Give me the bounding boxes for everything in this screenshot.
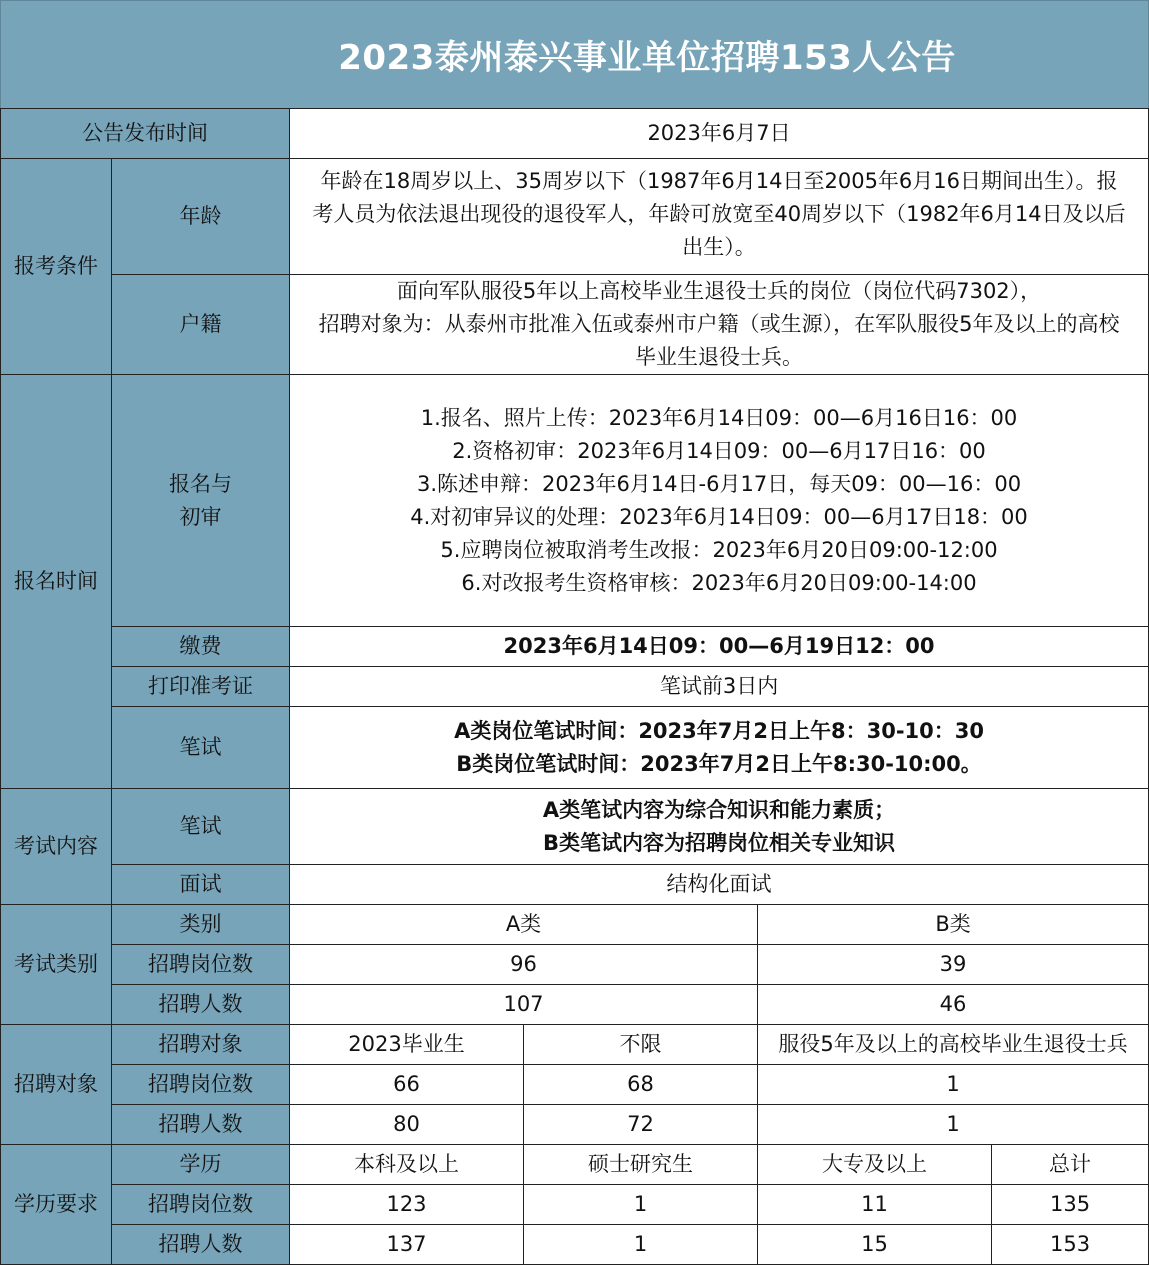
announcement-table	[0, 108, 1149, 1265]
announce-label: 公告发布时间	[1, 109, 290, 159]
age-row	[1, 159, 1149, 275]
written-content-line: B类笔试内容为招聘岗位相关专业知识	[543, 830, 896, 855]
target-cell: 72	[524, 1105, 758, 1145]
registration-label-line: 初审	[179, 504, 222, 529]
education-row-label: 招聘人数	[112, 1225, 290, 1265]
exam-time-line: B类岗位笔试时间：2023年7月2日上午8:30-10:00。	[456, 751, 982, 776]
target-row-label: 招聘人数	[112, 1105, 290, 1145]
education-cell: 硕士研究生	[524, 1145, 758, 1185]
written-content-row	[1, 789, 1149, 865]
target-cell: 1	[758, 1105, 1149, 1145]
written-content-line: A类笔试内容为综合知识和能力素质；	[542, 797, 896, 822]
education-cell: 总计	[992, 1145, 1149, 1185]
section-category: 考试类别	[1, 905, 112, 1025]
category-row-label: 招聘岗位数	[112, 945, 290, 985]
category-cell: 46	[758, 985, 1149, 1025]
age-line: 考人员为依法退出现役的退役军人，年龄可放宽至40周岁以下（1982年6月14日及以后	[312, 202, 1126, 226]
schedule-line: 1.报名、照片上传：2023年6月14日09：00—6月16日16：00	[420, 405, 1018, 430]
fee-row	[1, 627, 1149, 667]
education-cell: 153	[992, 1225, 1149, 1265]
age-label: 年龄	[112, 159, 290, 275]
written-content-value	[290, 789, 1149, 865]
category-row-label: 招聘人数	[112, 985, 290, 1025]
exam-time-line: A类岗位笔试时间：2023年7月2日上午8：30-10：30	[454, 718, 984, 743]
target-cell: 2023毕业生	[290, 1025, 524, 1065]
target-cell: 68	[524, 1065, 758, 1105]
category-row	[1, 945, 1149, 985]
education-cell: 137	[290, 1225, 524, 1265]
schedule-line: 4.对初审异议的处理：2023年6月14日09：00—6月17日18：00	[410, 504, 1028, 529]
schedule-line: 6.对改报考生资格审核：2023年6月20日09:00-14:00	[461, 570, 977, 595]
target-cell: 服役5年及以上的高校毕业生退役士兵	[758, 1025, 1149, 1065]
education-cell: 11	[758, 1185, 992, 1225]
category-row	[1, 985, 1149, 1025]
target-row	[1, 1105, 1149, 1145]
registration-row	[1, 375, 1149, 627]
age-line: 年龄在18周岁以上、35周岁以下（1987年6月14日至2005年6月16日期间出生）。报	[320, 169, 1118, 193]
category-cell: 39	[758, 945, 1149, 985]
education-cell: 1	[524, 1185, 758, 1225]
exam-time-value	[290, 707, 1149, 789]
category-cell: B类	[758, 905, 1149, 945]
category-row	[1, 905, 1149, 945]
education-cell: 大专及以上	[758, 1145, 992, 1185]
huji-value	[290, 275, 1149, 375]
schedule-line: 5.应聘岗位被取消考生改报：2023年6月20日09:00-12:00	[440, 537, 998, 562]
education-row	[1, 1145, 1149, 1185]
age-value	[290, 159, 1149, 275]
section-education: 学历要求	[1, 1145, 112, 1265]
target-row-label: 招聘对象	[112, 1025, 290, 1065]
target-row-label: 招聘岗位数	[112, 1065, 290, 1105]
target-row	[1, 1025, 1149, 1065]
education-cell: 123	[290, 1185, 524, 1225]
page-title: 2023泰州泰兴事业单位招聘153人公告	[338, 38, 956, 78]
huji-line: 毕业生退役士兵。	[635, 345, 804, 369]
category-row-label: 类别	[112, 905, 290, 945]
target-cell: 66	[290, 1065, 524, 1105]
fee-value: 2023年6月14日09：00—6月19日12：00	[290, 627, 1149, 667]
target-row	[1, 1065, 1149, 1105]
interview-label: 面试	[112, 865, 290, 905]
target-cell: 1	[758, 1065, 1149, 1105]
registration-label-line: 报名与	[169, 471, 232, 496]
education-cell: 135	[992, 1185, 1149, 1225]
huji-label: 户籍	[112, 275, 290, 375]
target-cell: 80	[290, 1105, 524, 1145]
interview-value: 结构化面试	[290, 865, 1149, 905]
education-row	[1, 1185, 1149, 1225]
print-row	[1, 667, 1149, 707]
education-cell: 本科及以上	[290, 1145, 524, 1185]
title-bar	[0, 0, 1149, 109]
education-row-label: 招聘岗位数	[112, 1185, 290, 1225]
age-line: 出生）。	[682, 235, 756, 259]
category-cell: 107	[290, 985, 758, 1025]
section-registration: 报名时间	[1, 375, 112, 789]
exam-time-row	[1, 707, 1149, 789]
education-cell: 1	[524, 1225, 758, 1265]
schedule-line: 3.陈述申辩：2023年6月14日-6月17日，每天09：00—16：00	[416, 471, 1022, 496]
schedule-line: 2.资格初审：2023年6月14日09：00—6月17日16：00	[452, 438, 986, 463]
category-cell: A类	[290, 905, 758, 945]
section-content: 考试内容	[1, 789, 112, 905]
target-cell: 不限	[524, 1025, 758, 1065]
registration-schedule	[290, 375, 1149, 627]
education-row	[1, 1225, 1149, 1265]
huji-line: 面向军队服役5年以上高校毕业生退役士兵的岗位（岗位代码7302），	[396, 279, 1042, 303]
education-row-label: 学历	[112, 1145, 290, 1185]
exam-time-label: 笔试	[112, 707, 290, 789]
announce-row	[1, 109, 1149, 159]
huji-row	[1, 275, 1149, 375]
registration-label	[112, 375, 290, 627]
interview-row	[1, 865, 1149, 905]
huji-line: 招聘对象为：从泰州市批准入伍或泰州市户籍（或生源），在军队服役5年及以上的高校	[318, 312, 1120, 336]
print-label: 打印准考证	[112, 667, 290, 707]
print-value: 笔试前3日内	[290, 667, 1149, 707]
written-content-label: 笔试	[112, 789, 290, 865]
fee-label: 缴费	[112, 627, 290, 667]
announce-value: 2023年6月7日	[290, 109, 1149, 159]
section-target: 招聘对象	[1, 1025, 112, 1145]
education-cell: 15	[758, 1225, 992, 1265]
section-conditions: 报考条件	[1, 159, 112, 375]
category-cell: 96	[290, 945, 758, 985]
